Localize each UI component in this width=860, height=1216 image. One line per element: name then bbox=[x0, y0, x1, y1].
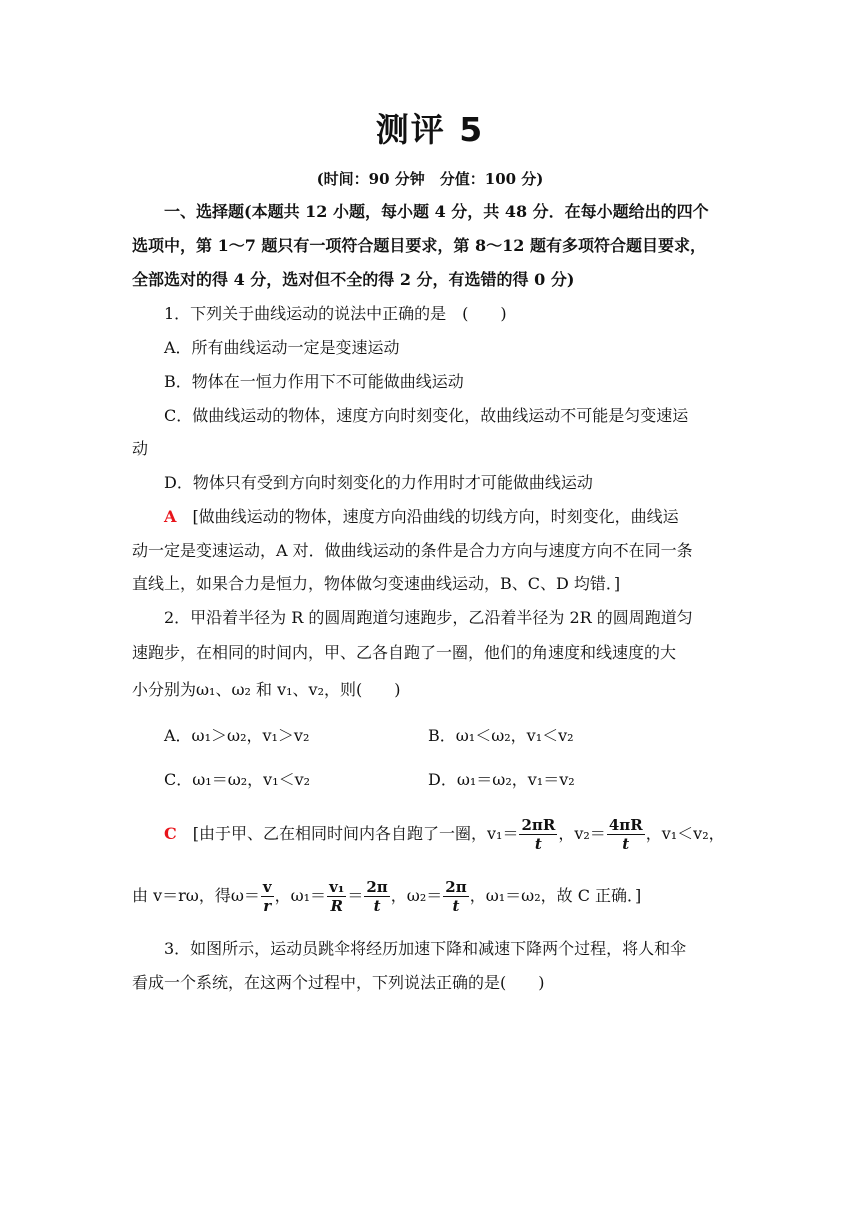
q2-explanation-pre: [由于甲、乙在相同时间内各自跑了一圈，v₁＝ bbox=[192, 824, 519, 843]
q2-explanation-line-1 bbox=[164, 814, 764, 854]
q2-option-d: D．ω₁＝ω₂，v₁＝v₂ bbox=[428, 770, 575, 789]
fraction-omega1-value: $\frac{2\pi}{t}$ bbox=[366, 878, 388, 915]
section-intro-1: (本题共 12 小题，每小题 4 分，共 48 分．在每小题给出的四个 bbox=[244, 202, 709, 221]
q2-explanation-2-pre: 由 v＝rω，得ω＝ bbox=[132, 886, 260, 905]
q2-stem-3: 小分别为ω₁、ω₂ 和 v₁、v₂，则( ) bbox=[132, 680, 401, 699]
fraction-v2: $\frac{4\pi R}{t}$ bbox=[608, 816, 643, 853]
page-title: 测评 5 bbox=[375, 110, 485, 149]
section-intro-3: 全部选对的得 4 分，选对但不全的得 2 分，有选错的得 0 分) bbox=[132, 270, 575, 289]
section-intro-2: 选项中，第 1～7 题只有一项符合题目要求，第 8～12 题有多项符合题目要求， bbox=[132, 236, 706, 255]
q1-explanation-1: [做曲线运动的物体，速度方向沿曲线的切线方向，时刻变化，曲线运 bbox=[192, 507, 679, 526]
section-heading: 一、选择题 bbox=[164, 202, 245, 221]
q3-stem-2: 看成一个系统，在这两个过程中，下列说法正确的是( ) bbox=[132, 973, 545, 992]
q2-option-b: B．ω₁＜ω₂，v₁＜v₂ bbox=[428, 726, 574, 745]
q2-explanation-2-b: ＝ bbox=[347, 886, 364, 905]
q1-option-c-line-2: 动 bbox=[132, 439, 149, 458]
q2-stem-1: 2．甲沿着半径为 R 的圆周跑道匀速跑步，乙沿着半径为 2R 的圆周跑道匀 bbox=[164, 608, 693, 627]
q1-option-b: B．物体在一恒力作用下不可能做曲线运动 bbox=[164, 372, 464, 391]
q1-stem: 1．下列关于曲线运动的说法中正确的是 ( ) bbox=[164, 304, 507, 323]
q1-option-a: A．所有曲线运动一定是变速运动 bbox=[164, 338, 400, 357]
q2-stem-2: 速跑步，在相同的时间内，甲、乙各自跑了一圈，他们的角速度和线速度的大 bbox=[132, 643, 677, 662]
q1-option-d: D．物体只有受到方向时刻变化的力作用时才可能做曲线运动 bbox=[164, 473, 593, 492]
q2-option-a: A．ω₁＞ω₂，v₁＞v₂ bbox=[164, 726, 310, 745]
section-intro-line-1 bbox=[164, 200, 764, 224]
q2-explanation-2-post: ，ω₁＝ω₂，故 C 正确．] bbox=[469, 886, 642, 905]
q1-explanation-3: 直线上，如果合力是恒力，物体做匀变速曲线运动，B、C、D 均错．] bbox=[132, 574, 621, 593]
fraction-omega: $\frac{v}{r}$ bbox=[262, 878, 272, 915]
q2-explanation-line-2 bbox=[132, 876, 732, 916]
q2-explanation-2-c: ，ω₂＝ bbox=[390, 886, 443, 905]
q1-option-c-line-1: C．做曲线运动的物体，速度方向时刻变化，故曲线运动不可能是匀变速运 bbox=[164, 406, 689, 425]
q2-explanation-2-a: ，ω₁＝ bbox=[274, 886, 327, 905]
q1-explanation-line-1 bbox=[164, 505, 764, 529]
q2-explanation-post: ，v₁＜v₂， bbox=[645, 824, 725, 843]
fraction-omega2-value: $\frac{2\pi}{t}$ bbox=[445, 878, 467, 915]
fraction-v1: $\frac{2\pi R}{t}$ bbox=[521, 816, 556, 853]
q3-stem-1: 3．如图所示，运动员跳伞将经历加速下降和减速下降两个过程，将人和伞 bbox=[164, 939, 687, 958]
q2-answer: C bbox=[164, 824, 177, 843]
fraction-omega1: $\frac{\text{v₁}}{R}$ bbox=[329, 878, 345, 915]
time-score-info: (时间：90 分钟 分值：100 分) bbox=[316, 170, 544, 188]
q2-explanation-mid: ，v₂＝ bbox=[558, 824, 606, 843]
q1-explanation-2: 动一定是变速运动，A 对．做曲线运动的条件是合力方向与速度方向不在同一条 bbox=[132, 541, 693, 560]
q1-answer: A bbox=[164, 507, 177, 526]
q2-option-c: C．ω₁＝ω₂，v₁＜v₂ bbox=[164, 770, 311, 789]
